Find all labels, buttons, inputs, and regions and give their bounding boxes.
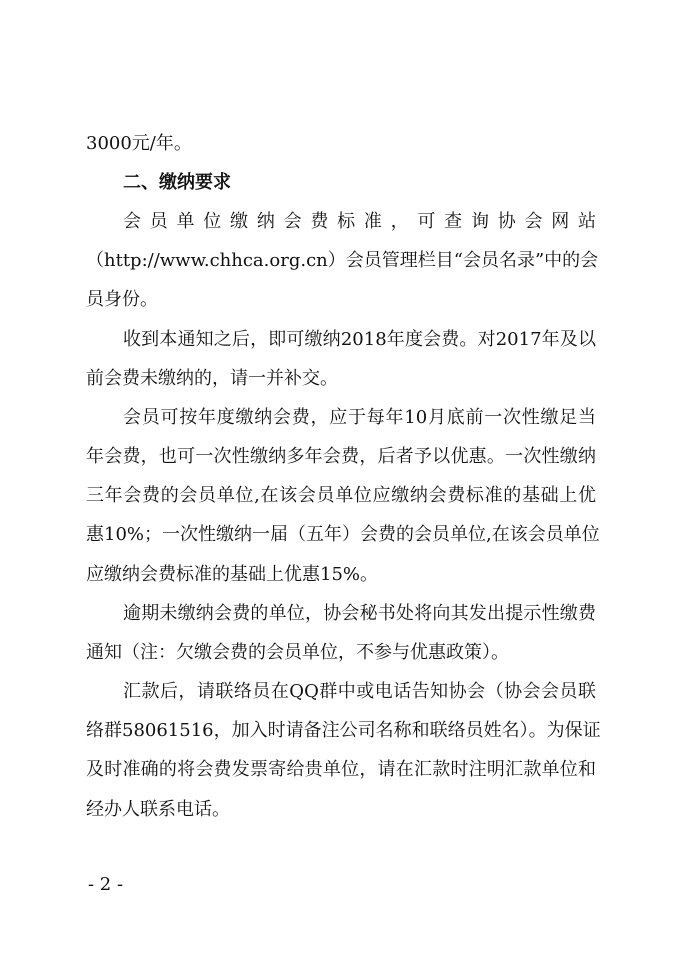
paragraph-2-line-1: 收到本通知之后，即可缴纳2018年度会费。对2017年及以 bbox=[123, 329, 596, 350]
paragraph-1-line-1: 会员单位缴纳会费标准，可查询协会网站 bbox=[123, 211, 596, 232]
paragraph-2-line-2: 前会费未缴纳的，请一并补交。 bbox=[86, 368, 338, 389]
text-line-fee-continuation: 3000元/年。 bbox=[86, 133, 192, 154]
paragraph-3-line-3: 三年会费的会员单位,在该会员单位应缴纳会费标准的基础上优 bbox=[86, 485, 596, 506]
paragraph-4-line-1: 逾期未缴纳会费的单位，协会秘书处将向其发出提示性缴费 bbox=[123, 603, 596, 624]
paragraph-3-line-1: 会员可按年度缴纳会费，应于每年10月底前一次性缴足当 bbox=[123, 407, 596, 428]
paragraph-4-line-2: 通知（注：欠缴会费的会员单位，不参与优惠政策）。 bbox=[86, 642, 509, 663]
paragraph-5-line-1: 汇款后，请联络员在QQ群中或电话告知协会（协会会员联 bbox=[123, 681, 596, 702]
paragraph-1-line-3: 员身份。 bbox=[86, 289, 158, 310]
section-heading-payment-requirements: 二、缴纳要求 bbox=[123, 172, 231, 193]
paragraph-5-line-3: 及时准确的将会费发票寄给贵单位，请在汇款时注明汇款单位和 bbox=[86, 759, 596, 780]
paragraph-3-line-5: 应缴纳会费标准的基础上优惠15%。 bbox=[86, 564, 379, 585]
paragraph-3-line-2: 年会费，也可一次性缴纳多年会费，后者予以优惠。一次性缴纳 bbox=[86, 446, 596, 467]
paragraph-1-line-2: （http://www.chhca.org.cn）会员管理栏目“会员名录”中的会 bbox=[86, 250, 599, 271]
paragraph-5-line-4: 经办人联系电话。 bbox=[86, 799, 230, 820]
page-number: - 2 - bbox=[88, 874, 124, 895]
paragraph-3-line-4: 惠10%；一次性缴纳一届（五年）会费的会员单位,在该会员单位 bbox=[86, 524, 600, 545]
paragraph-5-line-2: 络群58061516，加入时请备注公司名称和联络员姓名）。为保证 bbox=[86, 720, 601, 741]
